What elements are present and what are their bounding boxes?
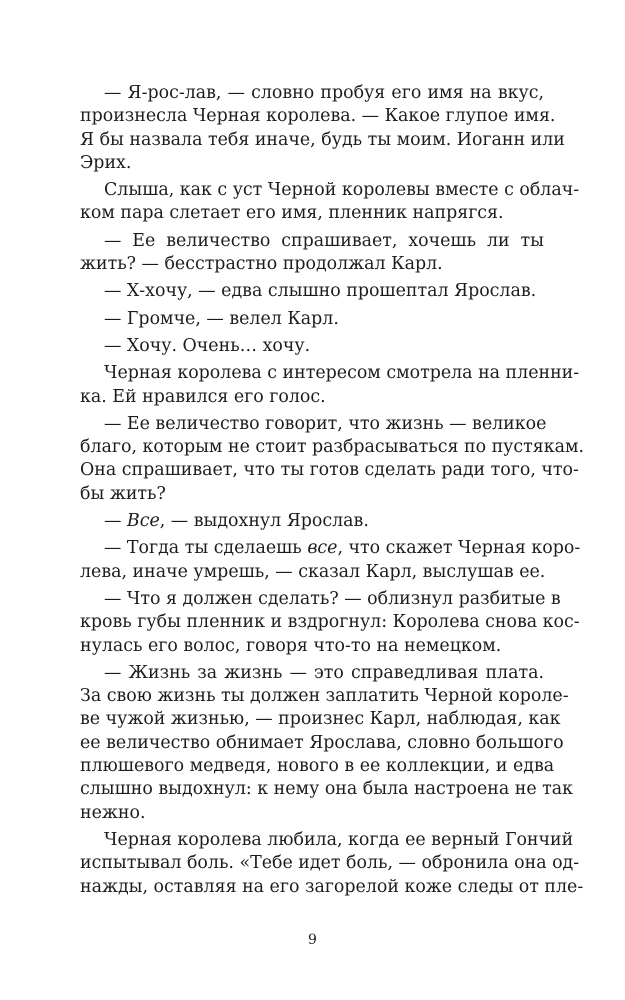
text-line: ка. Ей нравился его голос. — [80, 386, 326, 407]
text-line: — Х-хочу, — едва слышно прошептал Ярослав. — [104, 281, 537, 302]
text-line: кровь губы пленник и вздрогнул: Королева снова кос- — [80, 612, 580, 633]
text-line: Черная королева любила, когда ее верный Гончий — [104, 829, 574, 850]
text-line: испытывал боль. «Тебе идет боль, — обронила она од- — [80, 853, 580, 874]
text-line: За свою жизнь ты должен заплатить Черной короле- — [80, 686, 569, 707]
page-number: 9 — [308, 932, 317, 948]
text-line: Она спрашивает, что ты готов сделать ради того, что- — [80, 460, 579, 481]
text-line: нажды, оставляя на его загорелой коже следы от пле- — [80, 876, 584, 897]
text-line: Я бы назвала тебя иначе, будь ты моим. Иоганн или — [80, 129, 565, 150]
text-line: — Хочу. Очень… хочу. — [104, 335, 311, 356]
text-line: Эрих. — [80, 152, 132, 173]
text-line: жить? — бесстрастно продолжал Карл. — [80, 254, 443, 275]
text-line: — Все, — выдохнул Ярослав. — [104, 511, 369, 532]
text-line: лева, иначе умрешь, — сказал Карл, выслушав ее. — [80, 561, 546, 582]
text-line: — Жизнь за жизнь — это справедливая плата. — [104, 662, 544, 683]
text-line: нежно. — [80, 802, 146, 823]
text-line: — Я-рос-лав, — словно пробуя его имя на вкус, — [104, 83, 544, 103]
text-line: ком пара слетает его имя, пленник напрягся. — [80, 203, 504, 224]
emphasis-word: Все — [126, 511, 160, 532]
text-line: ее величество обнимает Ярослава, словно большого — [80, 732, 564, 753]
emphasis-word: все — [307, 538, 338, 559]
text-line: слышно выдохнул: к нему она была настроена не так — [80, 779, 574, 800]
text-line: нулась его волос, говоря что-то на немецком. — [80, 635, 502, 656]
text-line: — Тогда ты сделаешь все, что скажет Черная коро- — [104, 538, 581, 559]
text-line: — Ее величество говорит, что жизнь — великое — [104, 413, 547, 434]
text-line: бы жить? — [80, 483, 166, 504]
text-line: благо, которым не стоит разбрасываться по пустякам. — [80, 437, 585, 458]
text-line: — Ее величество спрашивает, хочешь ли ты — [104, 230, 544, 251]
text-line: ве чужой жизнью, — произнес Карл, наблюдая, как — [80, 709, 561, 730]
text-line: — Что я должен сделать? — облизнул разбитые в — [104, 588, 561, 609]
text-line: Черная королева с интересом смотрела на пленни- — [104, 363, 580, 384]
text-line: плюшевого медведя, нового в ее коллекции, и едва — [80, 756, 555, 777]
text-line: произнесла Черная королева. — Какое глупое имя. — [80, 106, 556, 127]
text-line: — Громче, — велел Карл. — [104, 308, 339, 329]
text-line: Слыша, как с уст Черной королевы вместе с облач- — [104, 180, 580, 201]
page-body — [80, 82, 585, 899]
